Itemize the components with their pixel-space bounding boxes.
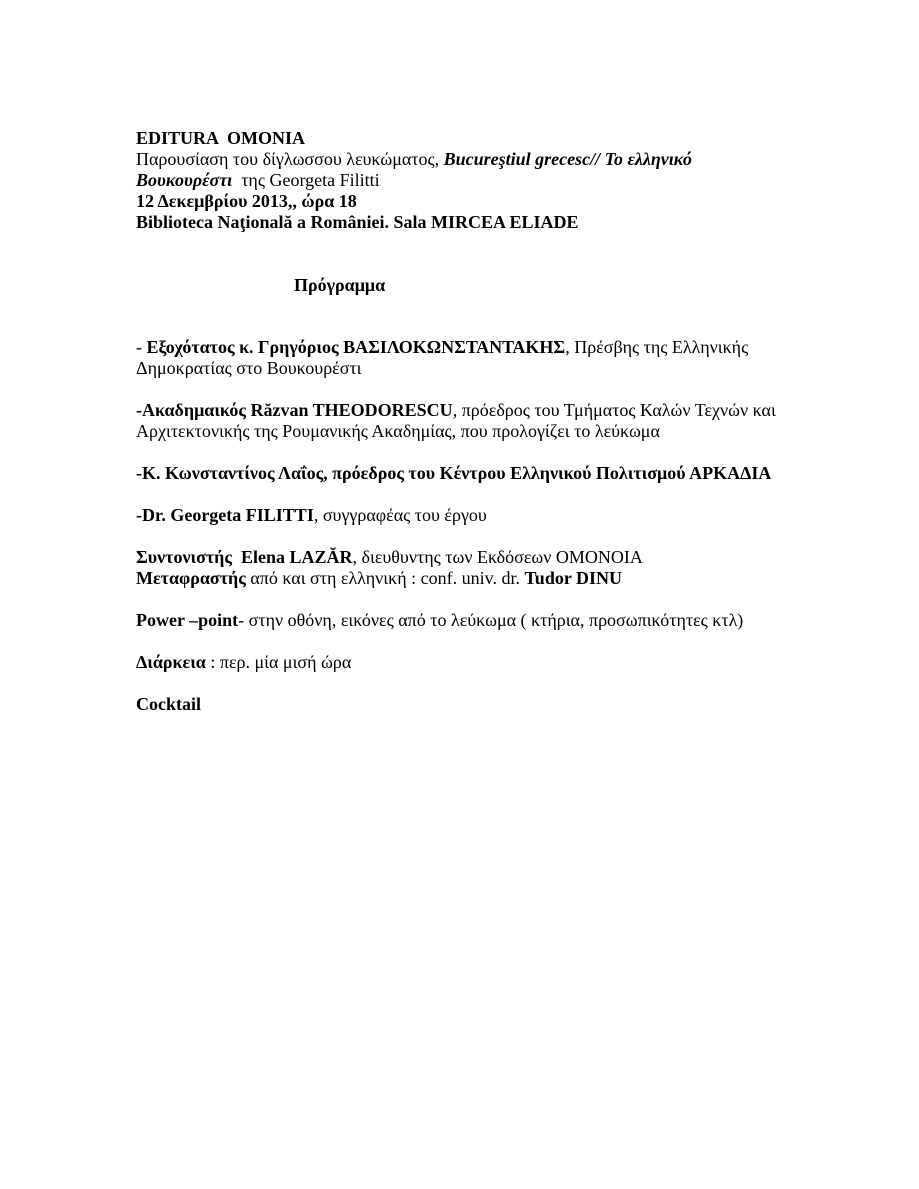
presentation-line bbox=[136, 149, 786, 170]
program-title: Πρόγραμμα bbox=[294, 275, 386, 295]
speaker-role: , συγγραφέας του έργου bbox=[313, 505, 487, 525]
event-date-line bbox=[136, 191, 786, 212]
program-item-duration bbox=[136, 652, 786, 673]
translator-label: Μεταφραστής bbox=[136, 568, 246, 588]
document-header bbox=[136, 128, 786, 233]
speaker-role: , Πρέσβης της Ελληνικής Δημοκρατίας στο Βουκουρέστι bbox=[136, 337, 752, 378]
translator-name: Tudor DINU bbox=[524, 568, 622, 588]
program-item-ambassador bbox=[136, 337, 786, 379]
program-item-powerpoint bbox=[136, 610, 786, 631]
duration-value: : περ. μία μισή ώρα bbox=[205, 652, 352, 672]
list-dash: - bbox=[136, 337, 147, 357]
powerpoint-label: Power –point bbox=[136, 610, 239, 630]
translator-line bbox=[136, 568, 786, 589]
coordinator-line bbox=[136, 547, 786, 568]
translator-middle-text: από και στη ελληνική : conf. univ. dr. bbox=[245, 568, 525, 588]
coordinator-role: , διευθυντης των Εκδόσεων ΟΜΟΝΟΙΑ bbox=[352, 547, 643, 567]
program-item-cocktail bbox=[136, 694, 786, 715]
book-author-text: της Georgeta Filitti bbox=[232, 170, 380, 190]
program-item-filitti bbox=[136, 505, 786, 526]
program-item-academician bbox=[136, 400, 786, 442]
speaker-name: -Dr. Georgeta FILITTI bbox=[136, 505, 314, 525]
event-venue-line bbox=[136, 212, 786, 233]
speaker-role: , πρόεδρος του Τμήματος Καλών Τεχνών και Αρχιτεκτονικής της Ρουμανικής Ακαδημίας, που προλογίζει το λεύκωμα bbox=[136, 400, 780, 441]
event-date-text: 12 Δεκεμβρίου 2013,, ώρα 18 bbox=[136, 191, 357, 211]
program-item-staff bbox=[136, 547, 786, 589]
speaker-name-and-role: -Κ. Κωνσταντίνος Λαΐος, πρόεδρος του Κέντρου Ελληνικού Πολιτισμού ΑΡΚΑΔΙΑ bbox=[136, 463, 772, 483]
speaker-name: Εξοχότατος κ. Γρηγόριος ΒΑΣΙΛΟΚΩΝΣΤΑΝΤΑΚΗΣ bbox=[146, 337, 566, 357]
book-title-line1: Bucureştiul grecesc// Το ελληνικό bbox=[443, 149, 692, 169]
publisher-line bbox=[136, 128, 786, 149]
publisher-name: EDITURA OMONIA bbox=[136, 128, 306, 148]
presentation-intro-text: Παρουσίαση του δίγλωσσου λευκώματος, bbox=[136, 149, 444, 169]
duration-label: Διάρκεια bbox=[136, 652, 206, 672]
book-author-line bbox=[136, 170, 786, 191]
powerpoint-description: - στην οθόνη, εικόνες από το λεύκωμα ( κτήρια, προσωπικότητες κτλ) bbox=[238, 610, 744, 630]
cocktail-text: Cocktail bbox=[136, 694, 201, 714]
program-item-laios bbox=[136, 463, 786, 484]
document-content bbox=[136, 128, 786, 736]
book-title-line2: Βουκουρέστι bbox=[136, 170, 233, 190]
coordinator-name: Συντονιστής Elena LAZĂR bbox=[136, 547, 353, 567]
event-venue-text: Biblioteca Naţională a României. Sala MIRCEA ELIADE bbox=[136, 212, 579, 232]
speaker-name: -Ακαδημαικός Răzvan THEODORESCU bbox=[136, 400, 453, 420]
